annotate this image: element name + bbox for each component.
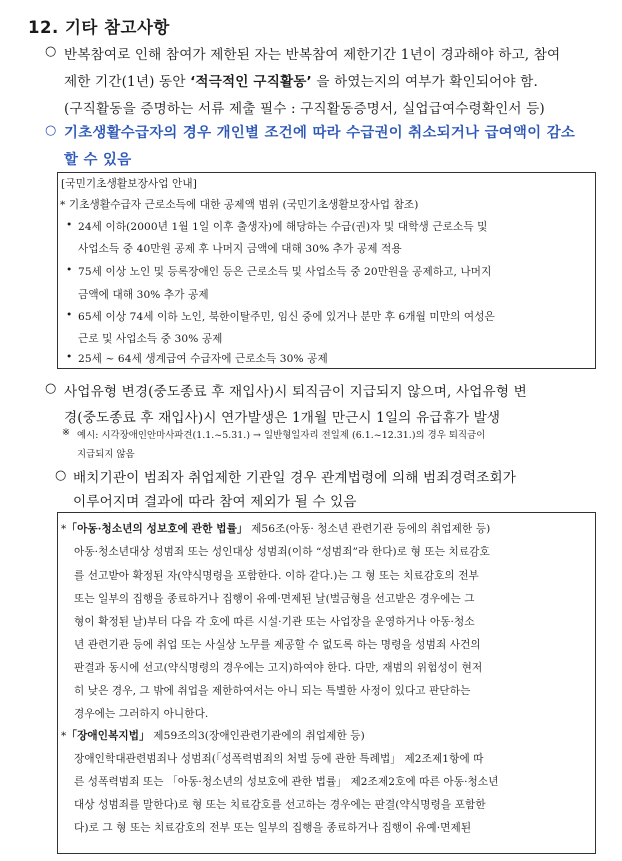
box1-item3-line1: 65세 이상 74세 이하 노인, 북한이탈주민, 임신 중에 있거나 분만 후 6개월 미만의 여성은 — [78, 311, 495, 323]
law2-star: * — [61, 730, 67, 742]
law2-title: 「장애인복지법」 — [66, 730, 150, 742]
box1-item1-line1: 24세 이하(2000년 1월 1일 이후 출생자)에 해당하는 수급(권)자 및 대학생 근로소득 및 — [78, 221, 488, 233]
box1-item2-line2: 금액에 대해 30% 추가 공제 — [78, 289, 209, 301]
law2-article: 제59조의3(장애인관련기관에의 취업제한 등) — [153, 730, 365, 742]
box1-item1-line2: 사업소득 중 40만원 공제 후 나머지 금액에 대해 30% 추가 공제 적용 — [78, 243, 402, 255]
list-bullet-icon: • — [66, 309, 73, 321]
box1-item3-line2: 근로 및 사업소득 중 30% 공제 — [78, 333, 223, 345]
p2-line1: 기초생활수급자의 경우 개인별 조건에 따라 수급권이 취소되거나 급여액이 감소 — [64, 125, 576, 141]
list-bullet-icon: • — [66, 219, 73, 231]
p2-line2: 할 수 있음 — [64, 152, 132, 168]
law1-text-line: 판결과 동시에 선고(약식명령의 경우에는 고지)하여야 한다. 다만, 재범의 위험성이 현저 — [74, 662, 483, 674]
bullet-icon: ○ — [45, 381, 57, 396]
p1-line2-post: 을 하였는지의 여부가 확인되어야 함. — [316, 74, 538, 90]
bullet-icon: ○ — [45, 44, 57, 59]
law1-article: 제56조(아동· 청소년 관련기관 등에의 취업제한 등) — [251, 523, 491, 535]
law1-text-line: 아동·청소년대상 성범죄 또는 성인대상 성범죄(이하 “성범죄”라 한다)로 형 또는 치료감호 — [74, 546, 490, 558]
p1-line2 — [64, 70, 538, 90]
p1-line1: 반복참여로 인해 참여가 제한된 자는 반복참여 제한기간 1년이 경과해야 하고, 참여 — [64, 47, 561, 63]
box1-item2-line1: 75세 이상 노인 및 등록장애인 등은 근로소득 및 사업소득 중 20만원을 공제하고, 나머지 — [78, 266, 492, 278]
law1-text-line: 또는 일부의 집행을 종료하거나 집행이 유예·면제된 날(벌금형을 선고받은 경우에는 그 — [74, 593, 475, 605]
law1-star: * — [61, 523, 67, 535]
law2-text-line: 장애인학대관련범죄나 성범죄(「성폭력범죄의 처벌 등에 관한 특례법」 제2조제1항에 따 — [74, 753, 484, 765]
p4-line2: 이루어지며 결과에 따라 참여 제외가 될 수 있음 — [73, 494, 357, 510]
box1-item4-line1: 25세 ~ 64세 생계급여 수급자에 근로소득 30% 공제 — [78, 353, 328, 365]
law2-text-line: 른 성폭력범죄 또는 「아동·청소년의 성보호에 관한 법률」 제2조제2호에 따른 아동·청소년 — [74, 776, 499, 788]
list-bullet-icon: • — [66, 264, 73, 276]
p1-line2-emphasis: ‘적극적인 구직활동’ — [190, 74, 312, 90]
p3-note-line1: 예시: 시각장애인안마사파견(1.1.~5.31.) → 일반형일자리 전일제 (6.1.~12.31.)의 경우 퇴직금이 — [77, 430, 486, 441]
law2-heading — [61, 728, 365, 743]
list-bullet-icon: • — [66, 351, 73, 363]
section-heading: 12. 기타 참고사항 — [28, 18, 170, 37]
p3-line1: 사업유형 변경(중도종료 후 재입사)시 퇴직금이 지급되지 않으며, 사업유형 변 — [64, 384, 527, 400]
law1-text-line: 년 관련기관 등에 취업 또는 사실상 노무를 제공할 수 없도록 하는 명령을 성범죄 사건의 — [74, 639, 481, 651]
p3-line2: 경(중도종료 후 재입사)시 연가발생은 1개월 만근시 1일의 유급휴가 발생 — [64, 410, 501, 426]
p1-line3: (구직활동을 증명하는 서류 제출 필수 : 구직활동증명서, 실업급여수령확인서 등) — [64, 101, 545, 117]
law2-text-line: 다)로 그 형 또는 치료감호의 전부 또는 일부의 집행을 종료하거나 집행이 유예·면제된 — [74, 822, 472, 834]
box1-title: [국민기초생활보장사업 안내] — [61, 178, 197, 190]
p4-line1: 배치기관이 범죄자 취업제한 기관일 경우 관계법령에 의해 범죄경력조회가 — [73, 470, 517, 486]
box1-star-line: * 기초생활수급자 근로소득에 대한 공제액 범위 (국민기초생활보장사업 참조) — [60, 199, 419, 211]
law1-text-line: 히 낮은 경우, 그 밖에 취업을 제한하여서는 아니 되는 특별한 사정이 있다고 판단하는 — [74, 685, 471, 697]
bullet-icon: ○ — [45, 123, 57, 138]
bullet-icon: ○ — [55, 468, 67, 483]
p1-line2-pre: 제한 기간(1년) 동안 — [64, 74, 186, 90]
p3-note-line2: 지급되지 않음 — [77, 449, 135, 460]
note-mark-icon: ※ — [62, 427, 70, 438]
law1-text-line: 형이 확정된 날)부터 다음 각 호에 따른 시설·기관 또는 사업장을 운영하거나 아동·청소 — [74, 616, 475, 628]
law1-heading — [61, 521, 490, 536]
law1-text-line: 경우에는 그러하지 아니한다. — [74, 708, 209, 720]
law1-text-line: 를 선고받아 확정된 자(약식명령을 포함한다. 이하 같다.)는 그 형 또는 치료감호의 전부 — [74, 570, 479, 582]
law2-text-line: 대상 성범죄를 말한다)로 형 또는 치료감호를 선고하는 경우에는 판결(약식명령을 포함한 — [74, 799, 486, 811]
law1-title: 「아동·청소년의 성보호에 관한 법률」 — [66, 523, 248, 535]
